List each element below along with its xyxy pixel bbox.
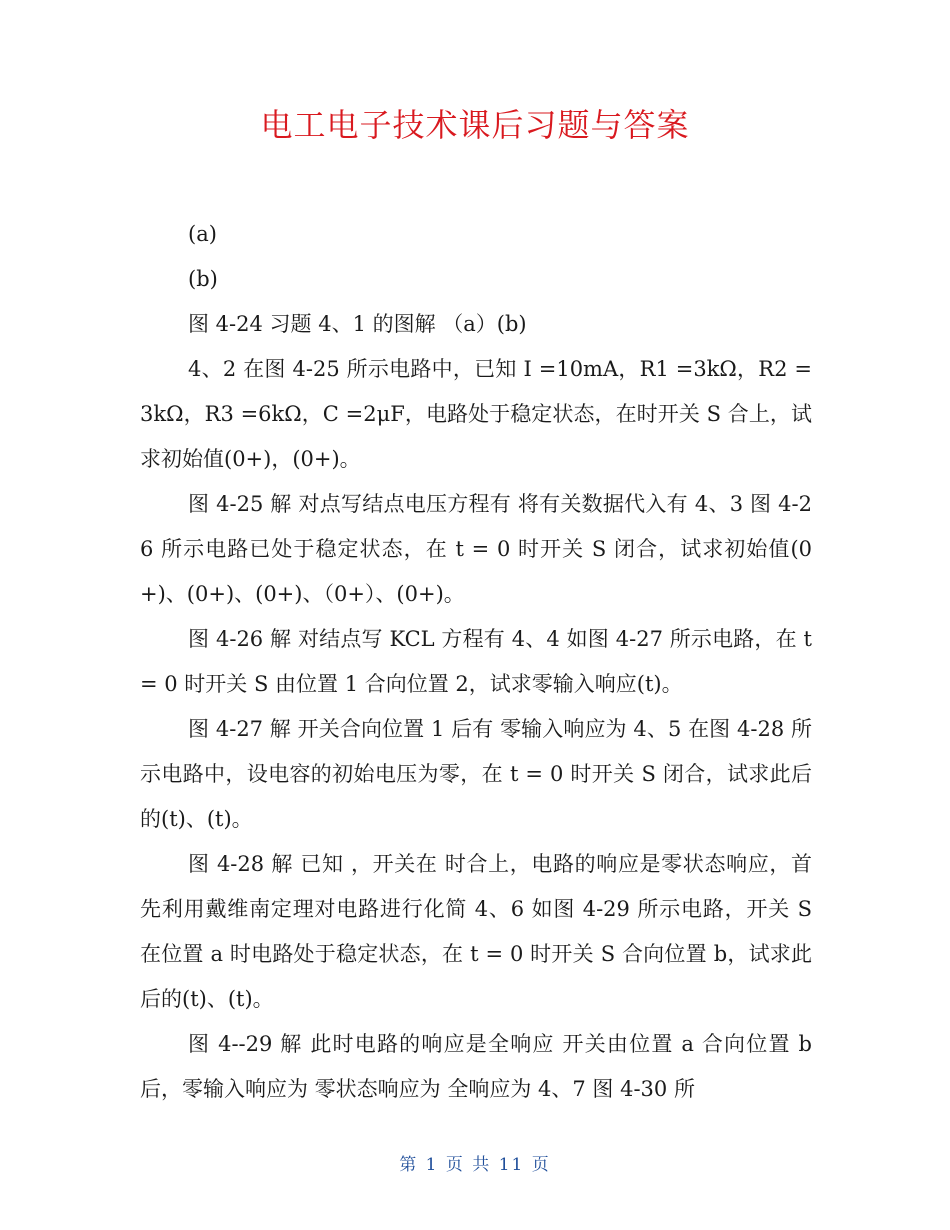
paragraph: 图 4-24 习题 4、1 的图解 （a）(b)	[188, 312, 527, 336]
paragraph: (a)	[188, 222, 217, 246]
paragraph: (b)	[188, 267, 218, 291]
document-title: 电工电子技术课后习题与答案	[260, 106, 690, 144]
page-number-footer: 第 1 页 共 11 页	[399, 1155, 551, 1175]
paragraph: 4、2 在图 4-25 所示电路中，已知 I =10mA，R1 =3kΩ，R2 =3kΩ，R3 =6kΩ，C =2μF，电路处于稳定状态，在时开关 S 合上，试求初始值(0+)，(0+)。	[140, 357, 812, 471]
paragraph: 图 4-25 解 对点写结点电压方程有 将有关数据代入有 4、3 图 4-26 所示电路已处于稳定状态，在 t = 0 时开关 S 闭合，试求初始值(0+)、(0+)、(0+)、（0+）、(0+)。	[140, 492, 812, 606]
paragraph: 图 4-27 解 开关合向位置 1 后有 零输入响应为 4、5 在图 4-28 所示电路中，设电容的初始电压为零，在 t = 0 时开关 S 闭合，试求此后的(t)、(t)。	[140, 717, 812, 831]
paragraph: 图 4-28 解 已知 ，开关在 时合上，电路的响应是零状态响应，首先利用戴维南定理对电路进行化简 4、6 如图 4-29 所示电路，开关 S 在位置 a 时电路处于稳定状态，在 t = 0 时开关 S 合向位置 b，试求此后的(t)、(t)。	[140, 852, 812, 1011]
paragraph: 图 4--29 解 此时电路的响应是全响应 开关由位置 a 合向位置 b 后，零输入响应为 零状态响应为 全响应为 4、7 图 4-30 所	[140, 1032, 812, 1101]
document-body	[140, 212, 812, 1112]
paragraph: 图 4-26 解 对结点写 KCL 方程有 4、4 如图 4-27 所示电路，在 t = 0 时开关 S 由位置 1 合向位置 2，试求零输入响应(t)。	[140, 627, 812, 696]
